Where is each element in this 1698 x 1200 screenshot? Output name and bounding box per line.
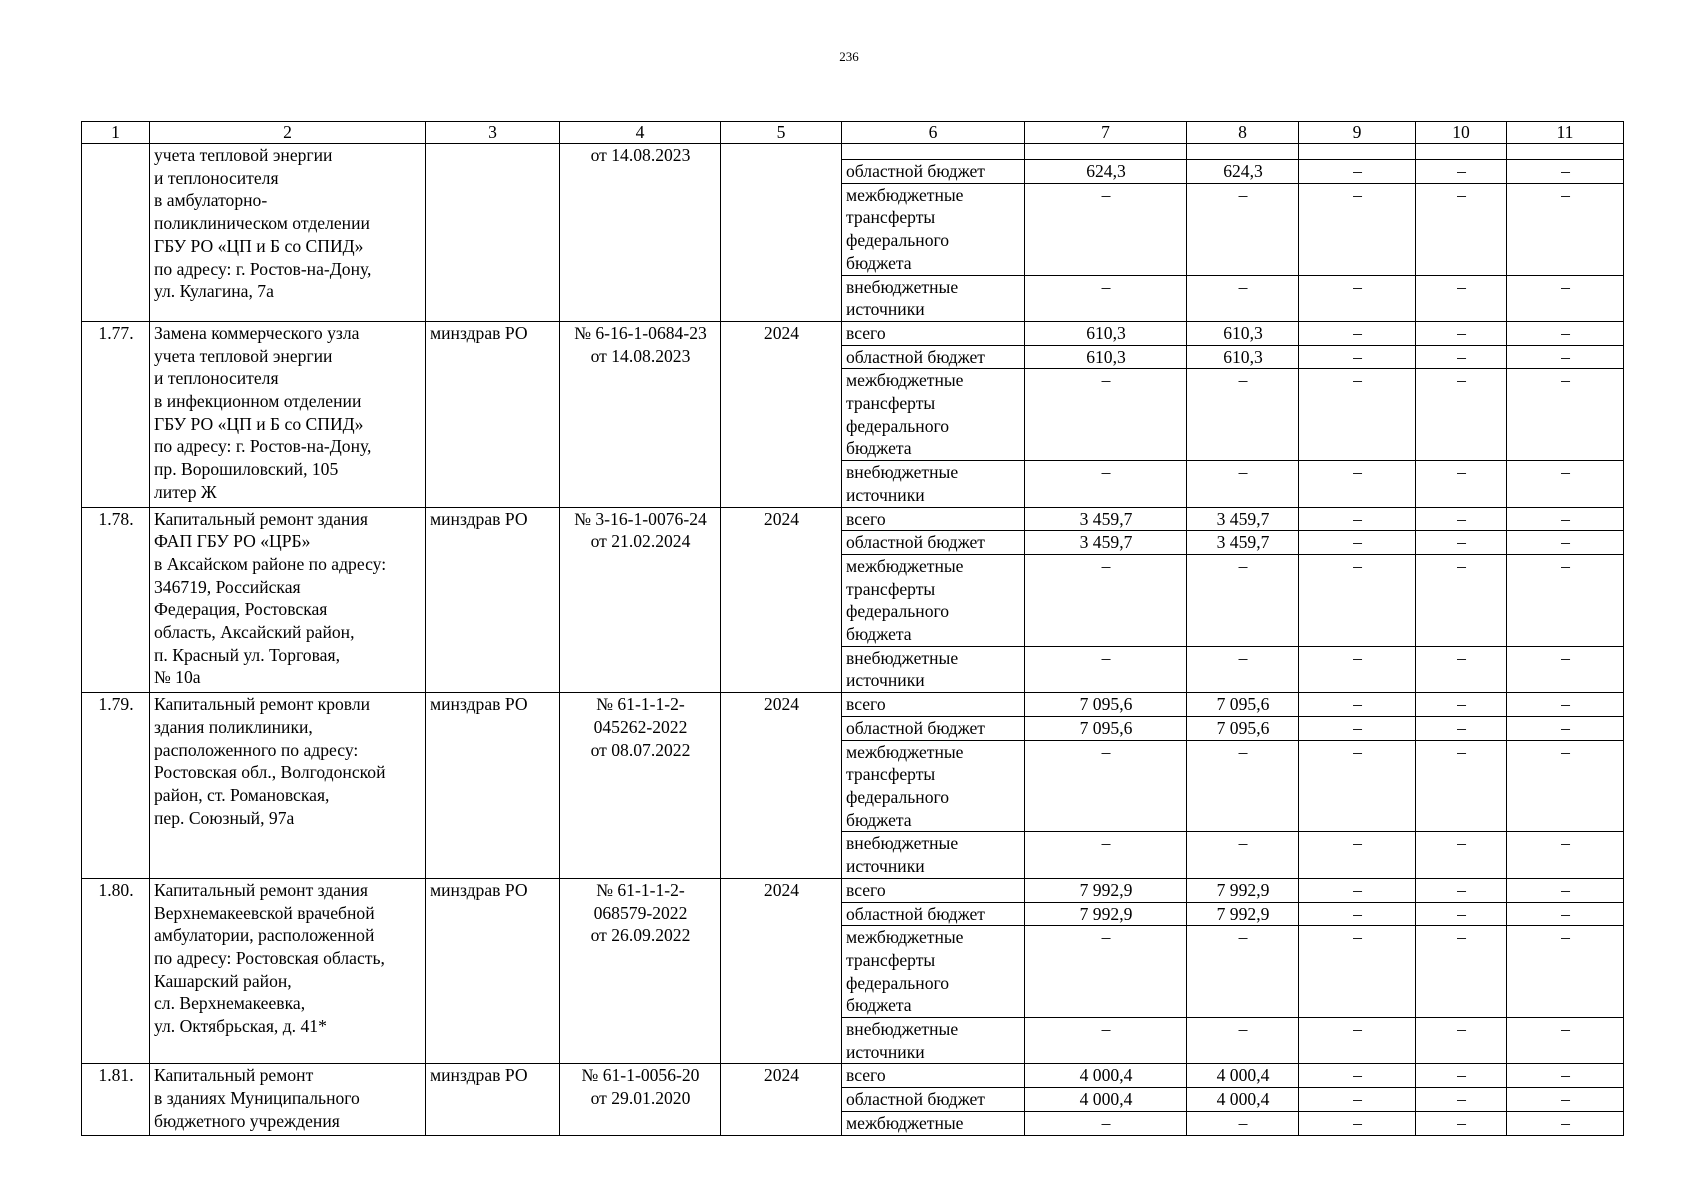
year: 2024: [721, 507, 842, 693]
object-name: Замена коммерческого узла учета тепловой энергии и теплоносителя в инфекционном отделении ГБУ РО «ЦП и Б со СПИД» по адресу: г. Ростов-на-Дону, пр. Ворошиловский, 105 литер Ж: [150, 321, 426, 507]
funding-source: внебюджетные источники: [842, 832, 1025, 878]
amount-col-8: –: [1187, 461, 1299, 507]
object-name: Капитальный ремонт здания ФАП ГБУ РО «ЦРБ» в Аксайском районе по адресу: 346719, Российская Федерация, Ростовская область, Аксайский район, п. Красный ул. Торговая, № 10а: [150, 507, 426, 693]
year: 2024: [721, 321, 842, 507]
amount-col-11: –: [1507, 1018, 1624, 1064]
document-ref: от 14.08.2023: [560, 144, 721, 322]
amount-col-10: –: [1416, 531, 1507, 555]
object-name: Капитальный ремонт кровли здания поликлиники, расположенного по адресу: Ростовская обл., Волгодонской район, ст. Романовская, пер. Союзный, 97а: [150, 693, 426, 879]
amount-col-9: –: [1299, 878, 1416, 902]
amount-col-11: –: [1507, 531, 1624, 555]
amount-col-10: –: [1416, 507, 1507, 531]
amount-col-8: 624,3: [1187, 160, 1299, 184]
item-number: 1.77.: [82, 321, 150, 507]
amount-col-9: –: [1299, 507, 1416, 531]
amount-col-8: 7 095,6: [1187, 693, 1299, 717]
amount-col-10: –: [1416, 1088, 1507, 1112]
amount-col-11: –: [1507, 926, 1624, 1018]
amount-col-7: –: [1025, 369, 1187, 461]
amount-col-11: –: [1507, 345, 1624, 369]
amount-col-11: –: [1507, 1088, 1624, 1112]
document-ref: № 61-1-1-2- 045262-2022 от 08.07.2022: [560, 693, 721, 879]
amount-col-8: 4 000,4: [1187, 1064, 1299, 1088]
amount-col-11: –: [1507, 902, 1624, 926]
responsible-org: [426, 144, 560, 322]
amount-col-9: –: [1299, 275, 1416, 321]
empty-cell: [1187, 144, 1299, 160]
amount-col-8: 3 459,7: [1187, 531, 1299, 555]
object-name: Капитальный ремонт в зданиях Муниципального бюджетного учреждения: [150, 1064, 426, 1135]
column-number-row: [82, 122, 1624, 144]
amount-col-11: –: [1507, 160, 1624, 184]
amount-col-10: –: [1416, 160, 1507, 184]
year: 2024: [721, 878, 842, 1064]
responsible-org: минздрав РО: [426, 693, 560, 879]
year: [721, 144, 842, 322]
object-name: Капитальный ремонт здания Верхнемакеевской врачебной амбулатории, расположенной по адресу: Ростовская область, Кашарский район, сл. Верхнемакеевка, ул. Октябрьская, д. 41*: [150, 878, 426, 1064]
table-row: [82, 693, 1624, 717]
amount-col-7: –: [1025, 926, 1187, 1018]
amount-col-10: –: [1416, 878, 1507, 902]
document-ref: № 6-16-1-0684-23 от 14.08.2023: [560, 321, 721, 507]
amount-col-9: –: [1299, 183, 1416, 275]
table-body: [82, 144, 1624, 1136]
empty-cell: [1416, 144, 1507, 160]
document-ref: № 3-16-1-0076-24 от 21.02.2024: [560, 507, 721, 693]
amount-col-7: –: [1025, 183, 1187, 275]
amount-col-8: 4 000,4: [1187, 1088, 1299, 1112]
amount-col-8: –: [1187, 183, 1299, 275]
amount-col-11: –: [1507, 740, 1624, 832]
table-row: [82, 507, 1624, 531]
funding-source: областной бюджет: [842, 531, 1025, 555]
amount-col-10: –: [1416, 716, 1507, 740]
amount-col-11: –: [1507, 369, 1624, 461]
col-header: 8: [1187, 122, 1299, 144]
funding-source: областной бюджет: [842, 902, 1025, 926]
amount-col-7: 624,3: [1025, 160, 1187, 184]
col-header: 10: [1416, 122, 1507, 144]
amount-col-9: –: [1299, 1111, 1416, 1135]
amount-col-8: –: [1187, 646, 1299, 692]
amount-col-9: –: [1299, 554, 1416, 646]
amount-col-10: –: [1416, 554, 1507, 646]
amount-col-10: –: [1416, 926, 1507, 1018]
responsible-org: минздрав РО: [426, 507, 560, 693]
amount-col-9: –: [1299, 1064, 1416, 1088]
amount-col-9: –: [1299, 646, 1416, 692]
col-header: 4: [560, 122, 721, 144]
amount-col-9: –: [1299, 369, 1416, 461]
funding-source: внебюджетные источники: [842, 1018, 1025, 1064]
funding-source: всего: [842, 321, 1025, 345]
empty-cell: [1299, 144, 1416, 160]
amount-col-7: 4 000,4: [1025, 1064, 1187, 1088]
amount-col-11: –: [1507, 554, 1624, 646]
page-number: 236: [839, 49, 859, 64]
responsible-org: минздрав РО: [426, 1064, 560, 1135]
amount-col-7: –: [1025, 554, 1187, 646]
year: 2024: [721, 693, 842, 879]
funding-source: областной бюджет: [842, 160, 1025, 184]
amount-col-8: 7 992,9: [1187, 902, 1299, 926]
amount-col-9: –: [1299, 531, 1416, 555]
amount-col-9: –: [1299, 740, 1416, 832]
amount-col-7: 3 459,7: [1025, 507, 1187, 531]
amount-col-9: –: [1299, 693, 1416, 717]
col-header: 6: [842, 122, 1025, 144]
amount-col-11: –: [1507, 1111, 1624, 1135]
funding-source: внебюджетные источники: [842, 646, 1025, 692]
col-header: 3: [426, 122, 560, 144]
item-number: 1.80.: [82, 878, 150, 1064]
funding-source: всего: [842, 693, 1025, 717]
amount-col-10: –: [1416, 832, 1507, 878]
table-row: [82, 321, 1624, 345]
amount-col-11: –: [1507, 507, 1624, 531]
col-header: 11: [1507, 122, 1624, 144]
amount-col-9: –: [1299, 160, 1416, 184]
amount-col-9: –: [1299, 926, 1416, 1018]
item-number: [82, 144, 150, 322]
table-row: [82, 1064, 1624, 1088]
amount-col-10: –: [1416, 369, 1507, 461]
amount-col-11: –: [1507, 461, 1624, 507]
object-name: учета тепловой энергии и теплоносителя в амбулаторно- поликлиническом отделении ГБУ РО «ЦП и Б со СПИД» по адресу: г. Ростов-на-Дону, ул. Кулагина, 7а: [150, 144, 426, 322]
amount-col-11: –: [1507, 878, 1624, 902]
year: 2024: [721, 1064, 842, 1135]
funding-source: областной бюджет: [842, 345, 1025, 369]
amount-col-10: –: [1416, 1018, 1507, 1064]
col-header: 9: [1299, 122, 1416, 144]
amount-col-10: –: [1416, 902, 1507, 926]
funding-source: всего: [842, 1064, 1025, 1088]
col-header: 7: [1025, 122, 1187, 144]
amount-col-8: 7 095,6: [1187, 716, 1299, 740]
amount-col-9: –: [1299, 461, 1416, 507]
amount-col-10: –: [1416, 183, 1507, 275]
amount-col-8: –: [1187, 369, 1299, 461]
funding-source: межбюджетные трансферты федерального бюджета: [842, 926, 1025, 1018]
amount-col-11: –: [1507, 646, 1624, 692]
amount-col-11: –: [1507, 693, 1624, 717]
funding-source: всего: [842, 878, 1025, 902]
funding-source: межбюджетные трансферты федерального бюджета: [842, 183, 1025, 275]
amount-col-7: 3 459,7: [1025, 531, 1187, 555]
amount-col-10: –: [1416, 345, 1507, 369]
amount-col-10: –: [1416, 321, 1507, 345]
amount-col-8: –: [1187, 1111, 1299, 1135]
amount-col-7: –: [1025, 740, 1187, 832]
amount-col-10: –: [1416, 693, 1507, 717]
funding-source: межбюджетные трансферты федерального бюджета: [842, 740, 1025, 832]
amount-col-7: 610,3: [1025, 345, 1187, 369]
funding-source: областной бюджет: [842, 716, 1025, 740]
amount-col-9: –: [1299, 321, 1416, 345]
amount-col-7: –: [1025, 1018, 1187, 1064]
document-ref: № 61-1-1-2- 068579-2022 от 26.09.2022: [560, 878, 721, 1064]
amount-col-7: –: [1025, 832, 1187, 878]
empty-cell: [1507, 144, 1624, 160]
funding-source: межбюджетные: [842, 1111, 1025, 1135]
responsible-org: минздрав РО: [426, 321, 560, 507]
col-header: 1: [82, 122, 150, 144]
amount-col-8: 610,3: [1187, 345, 1299, 369]
col-header: 2: [150, 122, 426, 144]
amount-col-11: –: [1507, 183, 1624, 275]
amount-col-10: –: [1416, 275, 1507, 321]
document-ref: № 61-1-0056-20 от 29.01.2020: [560, 1064, 721, 1135]
table-row: [82, 144, 1624, 160]
amount-col-7: 7 095,6: [1025, 716, 1187, 740]
amount-col-8: –: [1187, 926, 1299, 1018]
funding-source: межбюджетные трансферты федерального бюджета: [842, 554, 1025, 646]
amount-col-8: 3 459,7: [1187, 507, 1299, 531]
amount-col-10: –: [1416, 1064, 1507, 1088]
amount-col-8: 7 992,9: [1187, 878, 1299, 902]
amount-col-11: –: [1507, 832, 1624, 878]
item-number: 1.81.: [82, 1064, 150, 1135]
amount-col-8: –: [1187, 554, 1299, 646]
amount-col-9: –: [1299, 1088, 1416, 1112]
amount-col-10: –: [1416, 1111, 1507, 1135]
empty-cell: [842, 144, 1025, 160]
amount-col-9: –: [1299, 1018, 1416, 1064]
item-number: 1.79.: [82, 693, 150, 879]
amount-col-7: –: [1025, 275, 1187, 321]
responsible-org: минздрав РО: [426, 878, 560, 1064]
amount-col-11: –: [1507, 275, 1624, 321]
amount-col-7: 7 992,9: [1025, 878, 1187, 902]
program-table: [81, 121, 1624, 1136]
funding-source: областной бюджет: [842, 1088, 1025, 1112]
amount-col-9: –: [1299, 345, 1416, 369]
amount-col-9: –: [1299, 902, 1416, 926]
amount-col-8: –: [1187, 740, 1299, 832]
empty-cell: [1025, 144, 1187, 160]
amount-col-7: 7 992,9: [1025, 902, 1187, 926]
amount-col-7: –: [1025, 461, 1187, 507]
amount-col-9: –: [1299, 832, 1416, 878]
amount-col-7: 610,3: [1025, 321, 1187, 345]
amount-col-11: –: [1507, 321, 1624, 345]
amount-col-8: –: [1187, 1018, 1299, 1064]
amount-col-8: –: [1187, 832, 1299, 878]
amount-col-8: 610,3: [1187, 321, 1299, 345]
amount-col-9: –: [1299, 716, 1416, 740]
item-number: 1.78.: [82, 507, 150, 693]
amount-col-10: –: [1416, 461, 1507, 507]
funding-source: внебюджетные источники: [842, 461, 1025, 507]
amount-col-11: –: [1507, 716, 1624, 740]
funding-source: всего: [842, 507, 1025, 531]
amount-col-7: –: [1025, 1111, 1187, 1135]
amount-col-7: –: [1025, 646, 1187, 692]
amount-col-7: 4 000,4: [1025, 1088, 1187, 1112]
col-header: 5: [721, 122, 842, 144]
funding-source: внебюджетные источники: [842, 275, 1025, 321]
amount-col-11: –: [1507, 1064, 1624, 1088]
amount-col-10: –: [1416, 740, 1507, 832]
amount-col-7: 7 095,6: [1025, 693, 1187, 717]
amount-col-8: –: [1187, 275, 1299, 321]
funding-source: межбюджетные трансферты федерального бюджета: [842, 369, 1025, 461]
amount-col-10: –: [1416, 646, 1507, 692]
table-row: [82, 878, 1624, 902]
